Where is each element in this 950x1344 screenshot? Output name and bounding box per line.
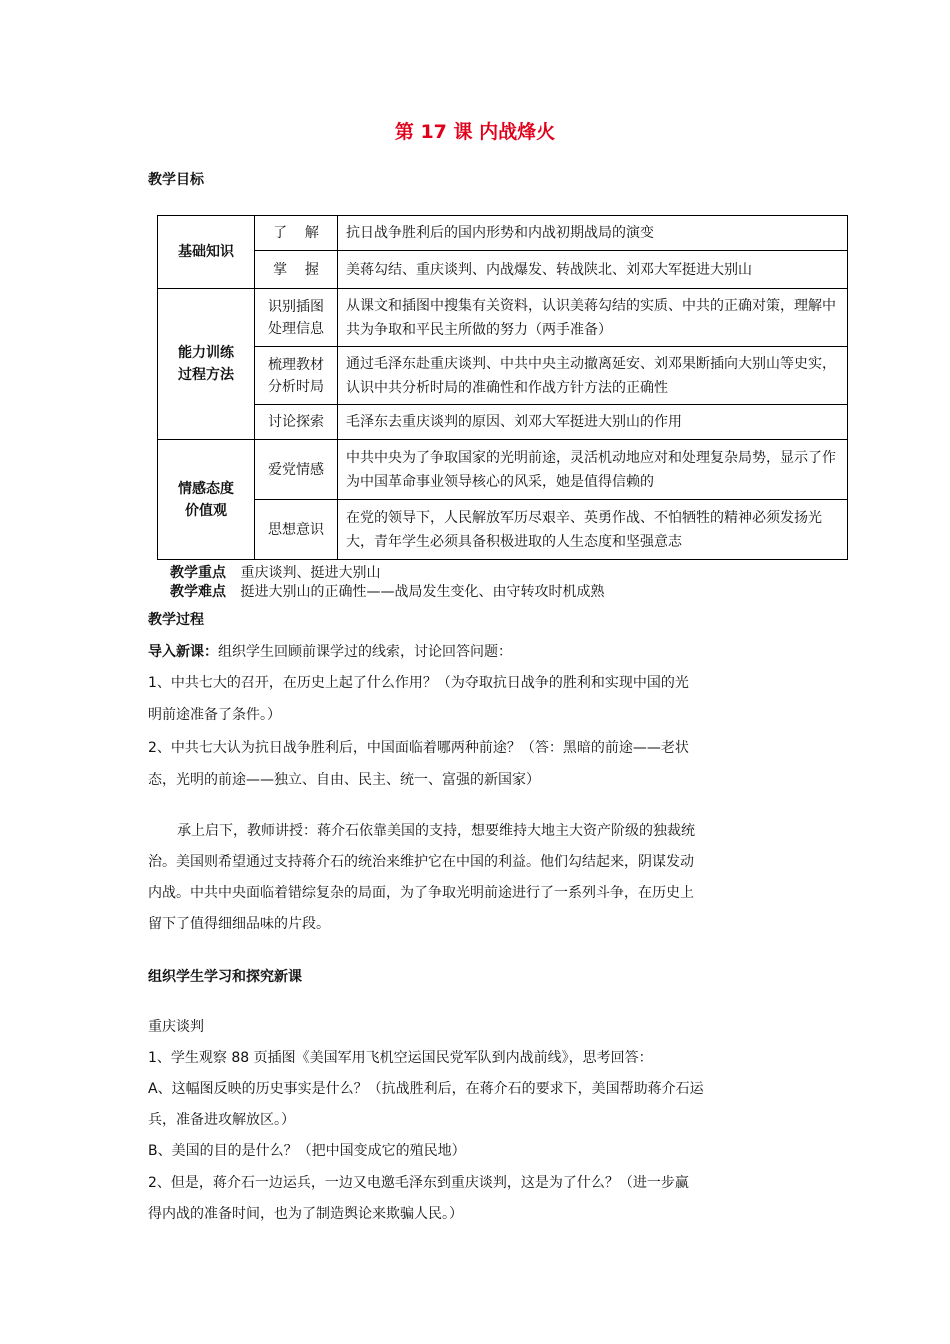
transition-line4: 留下了值得细细品味的片段。 bbox=[148, 916, 330, 932]
transition-line1: 承上启下，教师讲授：蒋介石依靠美国的支持，想要维持大地主大资产阶级的独裁统 bbox=[177, 823, 695, 839]
section-line5: 2、但是，蒋介石一边运兵，一边又电邀毛泽东到重庆谈判，这是为了什么？（进一步赢 bbox=[148, 1175, 689, 1191]
category-knowledge: 基础知识 bbox=[158, 216, 255, 289]
section-line4: B、美国的目的是什么？（把中国变成它的殖民地） bbox=[148, 1143, 466, 1159]
row-label: 掌 握 bbox=[255, 251, 338, 289]
row-label: 讨论探索 bbox=[255, 405, 338, 440]
row-text: 通过毛泽东赴重庆谈判、中共中央主动撤离延安、刘邓果断插向大别山等史实，认识中共分析时局的准确性和作战方针方法的正确性 bbox=[338, 347, 848, 405]
category-emotion-label: 情感态度价值观 bbox=[178, 480, 234, 519]
intro-q1-line1: 1、中共七大的召开，在历史上起了什么作用？（为夺取抗日战争的胜利和实现中国的光 bbox=[148, 675, 689, 691]
section-line2: A、这幅图反映的历史事实是什么？（抗战胜利后，在蒋介石的要求下，美国帮助蒋介石运 bbox=[148, 1081, 704, 1097]
row-text: 抗日战争胜利后的国内形势和内战初期战局的演变 bbox=[338, 216, 848, 251]
row-label bbox=[255, 289, 338, 347]
section-title: 重庆谈判 bbox=[148, 1019, 204, 1035]
row-text: 中共中央为了争取国家的光明前途，灵活机动地应对和处理复杂局势，显示了作为中国革命事业领导核心的风采，她是值得信赖的 bbox=[338, 440, 848, 500]
difficult-point-text: 挺进大别山的正确性——战局发生变化、由守转攻时机成熟 bbox=[240, 584, 605, 600]
row-label: 爱党情感 bbox=[255, 440, 338, 500]
row-label-text: 梳理教材分析时局 bbox=[268, 356, 324, 395]
intro-q1-line2: 明前途准备了条件。） bbox=[148, 707, 281, 723]
row-label bbox=[255, 347, 338, 405]
category-emotion bbox=[158, 440, 255, 560]
section-line3: 兵，准备进攻解放区。） bbox=[148, 1112, 295, 1128]
transition-line2: 治。美国则希望通过支持蒋介石的统治来维护它在中国的利益。他们勾结起来，阴谋发动 bbox=[148, 854, 694, 870]
intro-text: 组织学生回顾前课学过的线索，讨论回答问题： bbox=[218, 644, 512, 660]
row-label: 思想意识 bbox=[255, 500, 338, 560]
row-label-text: 识别插图处理信息 bbox=[268, 298, 324, 337]
key-point-label: 教学重点 bbox=[170, 565, 226, 581]
category-ability-label: 能力训练过程方法 bbox=[178, 345, 234, 383]
row-text: 毛泽东去重庆谈判的原因、刘邓大军挺进大别山的作用 bbox=[338, 405, 848, 440]
intro-line bbox=[148, 641, 512, 661]
difficult-point bbox=[170, 581, 604, 601]
goals-heading: 教学目标 bbox=[148, 172, 204, 188]
intro-q2-line2: 态，光明的前途——独立、自由、民主、统一、富强的新国家） bbox=[148, 772, 540, 788]
objectives-table bbox=[157, 215, 848, 560]
row-text: 美蒋勾结、重庆谈判、内战爆发、转战陕北、刘邓大军挺进大别山 bbox=[338, 251, 848, 289]
row-text: 从课文和插图中搜集有关资料，认识美蒋勾结的实质、中共的正确对策，理解中共为争取和平民主所做的努力（两手准备） bbox=[338, 289, 848, 347]
key-point-text: 重庆谈判、挺进大别山 bbox=[240, 565, 381, 581]
process-heading: 教学过程 bbox=[148, 612, 204, 628]
study-heading: 组织学生学习和探究新课 bbox=[148, 969, 302, 985]
page-title: 第 17 课 内战烽火 bbox=[394, 121, 556, 143]
row-text: 在党的领导下，人民解放军历尽艰辛、英勇作战、不怕牺牲的精神必须发扬光大，青年学生必须具备积极进取的人生态度和坚强意志 bbox=[338, 500, 848, 560]
difficult-point-label: 教学难点 bbox=[170, 584, 226, 600]
section-line1: 1、学生观察 88 页插图《美国军用飞机空运国民党军队到内战前线》，思考回答： bbox=[148, 1050, 653, 1066]
section-line6: 得内战的准备时间，也为了制造舆论来欺骗人民。） bbox=[148, 1206, 463, 1222]
intro-label: 导入新课： bbox=[148, 644, 218, 660]
row-label: 了 解 bbox=[255, 216, 338, 251]
transition-line3: 内战。中共中央面临着错综复杂的局面，为了争取光明前途进行了一系列斗争，在历史上 bbox=[148, 885, 694, 901]
intro-q2-line1: 2、中共七大认为抗日战争胜利后，中国面临着哪两种前途？（答：黑暗的前途——老状 bbox=[148, 740, 689, 756]
category-ability bbox=[158, 289, 255, 440]
key-point bbox=[170, 562, 380, 582]
